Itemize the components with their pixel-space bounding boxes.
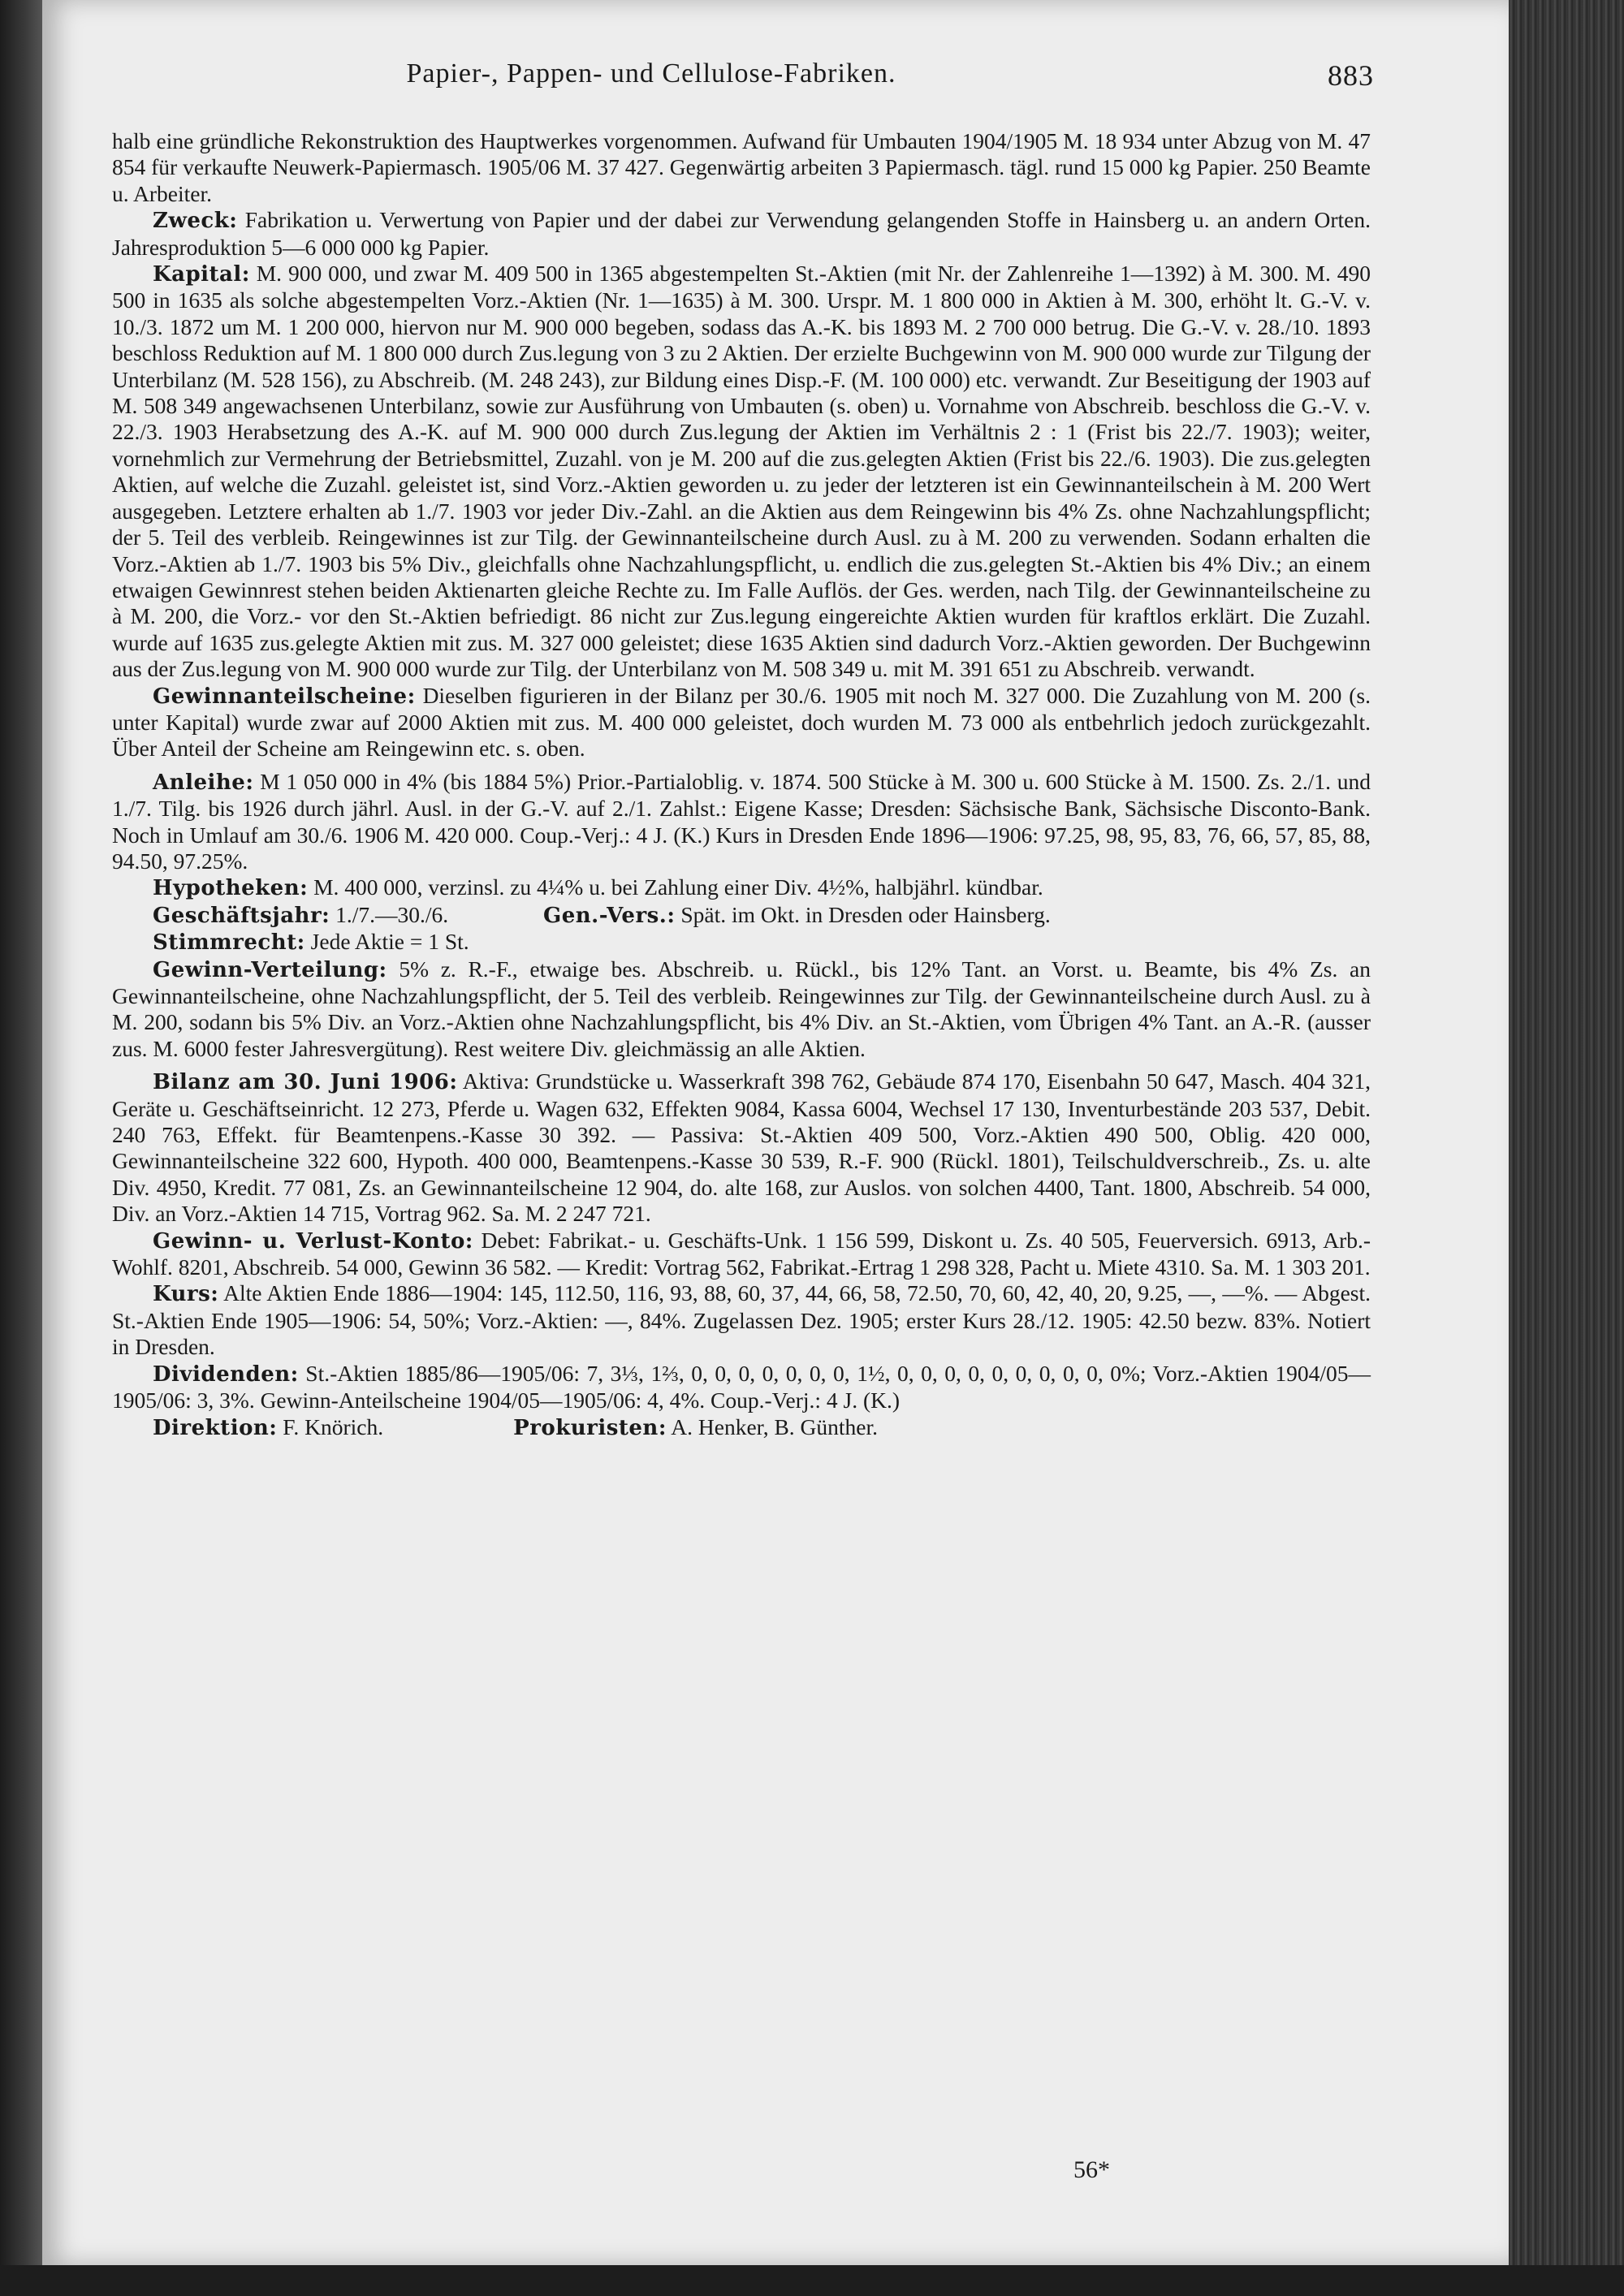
page-number: 883 bbox=[1328, 59, 1374, 92]
section-label: Kapital: bbox=[153, 262, 250, 287]
section-label: Gewinn- u. Verlust-Konto: bbox=[153, 1228, 473, 1254]
paragraph-zweck bbox=[112, 207, 1371, 261]
section-label: Bilanz am 30. Juni 1906: bbox=[153, 1070, 458, 1095]
paragraph-stimmrecht bbox=[112, 929, 1371, 956]
paragraph-direktion bbox=[112, 1414, 1371, 1441]
section-label: Anleihe: bbox=[153, 770, 254, 795]
book-page bbox=[42, 0, 1509, 2265]
paragraph-text: F. Knörich. bbox=[283, 1413, 384, 1439]
paragraph-gewinn-verlust bbox=[112, 1228, 1371, 1281]
header-title: Papier-, Pappen- und Cellulose-Fabriken. bbox=[406, 58, 896, 88]
section-label: Geschäftsjahr: bbox=[153, 903, 330, 928]
paragraph-text: Alte Aktien Ende 1886—1904: 145, 112.50, 116, 93, 88, 60, 37, 44, 66, 58, 72.50, 70, 60, 42, 40, 20, 9.25, —, —%. — Abgest. St.-Aktien Ende 1905—1906: 54, 50%; Vorz.-Aktien: —, 84%. Zugelassen Dez. 1905; erster Kurs 28./12. 1905: 42.50 bezw. 83%. Notiert in Dresden. bbox=[112, 1280, 1371, 1360]
section-label: Kurs: bbox=[153, 1282, 219, 1307]
paragraph-text: M 1 050 000 in 4% (bis 1884 5%) Prior.-Partialoblig. v. 1874. 500 Stücke à M. 300 u. 600 Stücke à M. 1500. Zs. 2./1. und 1./7. Tilg. bis 1926 durch jährl. Ausl. in der G.-V. auf 2./1. Zahlst.: Eigene Kasse; Dresden: Sächsische Bank, Sächsische Disconto-Bank. Noch in Umlauf am 30./6. 1906 M. 420 000. Coup.-Verj.: 4 J. (K.) Kurs in Dresden Ende 1896—1906: 97.25, 98, 95, 83, 76, 66, 57, 85, 88, 94.50, 97.25%. bbox=[112, 768, 1371, 874]
paragraph-anleihe bbox=[112, 769, 1371, 875]
section-label: Stimmrecht: bbox=[153, 930, 305, 956]
paragraph-bilanz bbox=[112, 1068, 1371, 1227]
paragraph-intro bbox=[112, 128, 1371, 207]
paragraph-text: M. 900 000, und zwar M. 409 500 in 1365 abgestempelten St.-Aktien (mit Nr. der Zahlenreihe 1—1392) à M. 300. M. 490 500 in 1635 als solche abgestempelten Vorz.-Aktien (Nr. 1—1635) à M. 300. Urspr. M. 1 800 000 in Aktien à M. 300, erhöht lt. G.-V. v. 10./3. 1872 um M. 1 200 000, hiervon nur M. 900 000 begeben, sodass das A.-K. bis 1893 M. 2 700 000 betrug. Die G.-V. v. 28./10. 1893 beschloss Reduktion auf M. 1 800 000 durch Zus.legung von 3 zu 2 Aktien. Der erzielte Buchgewinn von M. 900 000 wurde zur Tilgung der Unterbilanz (M. 528 156), zu Abschreib. (M. 248 243), zur Bildung eines Disp.-F. (M. 100 000) etc. verwandt. Zur Beseitigung der 1903 auf M. 508 349 angewachsenen Unterbilanz, sowie zur Ausführung von Umbauten (s. oben) u. Vornahme von Abschreib. beschloss die G.-V. v. 22./3. 1903 Herabsetzung des A.-K. auf M. 900 000 durch Zus.legung der Aktien im Verhältnis 2 : 1 (Frist bis 22./7. 1903); weiter, vornehmlich zur Vermehrung der Betriebsmittel, Zuzahl. von je M. 200 auf die zus.gelegten Aktien (Frist bis 22./6. 1903). Die zus.gelegten Aktien, auf welche die Zuzahl. geleistet ist, sind Vorz.-Aktien geworden u. zu jeder der letzteren ist ein Gewinnanteilschein à M. 200 Wert ausgegeben. Letztere erhalten ab 1./7. 1903 vor jeder Div.-Zahl. an die Aktien aus dem Reingewinn bis 4% Zs. ohne Nachzahlungspflicht; der 5. Teil des verbleib. Reingewinnes ist zur Tilg. der Gewinnanteilscheine durch Ausl. zu à M. 200 zu verwenden. Sodann erhalten die Vorz.-Aktien ab 1./7. 1903 bis 5% Div., gleichfalls ohne Nachzahlungspflicht, u. endlich die zus.gelegten St.-Aktien bis 4% Div.; an einem etwaigen Gewinnrest stehen beiden Aktienarten gleiche Rechte zu. Im Falle Auflös. der Ges. werden, nach Tilg. der Gewinnanteilscheine zu à M. 200, die Vorz.- vor den St.-Aktien befriedigt. 86 nicht zur Zus.legung eingereichte Aktien wurden für kraftlos erklärt. Die Zuzahl. wurde auf 1635 zus.gelegte Aktien mit zus. M. 327 000 geleistet; diese 1635 Aktien sind dadurch Vorz.-Aktien geworden. Der Buchgewinn aus der Zus.legung von M. 900 000 wurde zur Tilg. der Unterbilanz von M. 508 349 u. mit M. 391 651 zu Abschreib. verwandt. bbox=[112, 261, 1371, 682]
paragraph-text: St.-Aktien 1885/86—1905/06: 7, 3⅓, 1⅔, 0, 0, 0, 0, 0, 0, 0, 1½, 0, 0, 0, 0, 0, 0, 0, 0, 0, 0%; Vorz.-Aktien 1904/05—1905/06: 3, 3%. Gewinn-Anteilscheine 1904/05—1905/06: 4, 4%. Coup.-Verj.: 4 J. (K.) bbox=[112, 1360, 1371, 1413]
paragraph-hypotheken bbox=[112, 874, 1371, 901]
paragraph-text: 5% z. R.-F., etwaige bes. Abschreib. u. Rückl., bis 12% Tant. an Vorst. u. Beamte, bis 4% Zs. an Gewinnanteilscheine, ohne Nachzahlungspflicht, der 5. Teil des verbleib. Reingewinnes zur Tilg. der Gewinnanteilscheine durch Ausl. zu à M. 200, sodann bis 5% Div. an Vorz.-Aktien ohne Nachzahlungspflicht, bis 4% Div. an St.-Aktien, vom Übrigen 4% Tant. an A.-R. (ausser zus. M. 6000 fester Jahresvergütung). Rest weitere Div. gleichmässig an alle Aktien. bbox=[112, 956, 1371, 1061]
paragraph-gewinn-verteilung bbox=[112, 956, 1371, 1063]
paragraph-text: M. 400 000, verzinsl. zu 4¼% u. bei Zahlung einer Div. 4½%, halbjährl. kündbar. bbox=[313, 874, 1043, 900]
paragraph-text: A. Henker, B. Günther. bbox=[671, 1413, 879, 1439]
section-label: Zweck: bbox=[153, 209, 238, 234]
paragraph-text: Dieselben figurieren in der Bilanz per 30./6. 1905 mit noch M. 327 000. Die Zuzahlung von M. 200 (s. unter Kapital) wurde zwar auf 2000 Aktien mit zus. M. 400 000 geleistet, doch wurden M. 73 000 als entbehrlich jedoch zurückgezahlt. Über Anteil der Scheine am Reingewinn etc. s. oben. bbox=[112, 682, 1371, 762]
paragraph-text: Debet: Fabrikat.- u. Geschäfts-Unk. 1 156 599, Diskont u. Zs. 40 505, Feuerversich. 6913, Arb.-Wohlf. 8201, Abschreib. 54 000, Gewinn 36 582. — Kredit: Vortrag 562, Fabrikat.-Ertrag 1 298 328, Pacht u. Miete 4310. Sa. M. 1 303 201. bbox=[112, 1227, 1371, 1280]
printer-signature: 56* bbox=[1073, 2156, 1110, 2183]
section-label: Hypotheken: bbox=[153, 876, 309, 901]
paragraph-kapital bbox=[112, 261, 1371, 683]
section-label: Prokuristen: bbox=[513, 1415, 667, 1440]
section-label: Gewinnanteilscheine: bbox=[153, 684, 416, 709]
book-binding-bottom bbox=[0, 2265, 1624, 2296]
paragraph-geschaeftsjahr bbox=[112, 902, 1371, 929]
paragraph-gewinnanteilscheine bbox=[112, 683, 1371, 762]
running-header bbox=[42, 58, 1509, 94]
paragraph-text: Fabrikation u. Verwertung von Papier und der dabei zur Verwendung gelangenden Stoffe in Hainsberg u. an andern Orten. Jahresproduktion 5—6 000 000 kg Papier. bbox=[112, 207, 1371, 260]
paragraph-text: Aktiva: Grundstücke u. Wasserkraft 398 762, Gebäude 874 170, Eisenbahn 50 647, Masch. 404 321, Geräte u. Geschäftseinricht. 12 273, Pferde u. Wagen 632, Effekten 9084, Kassa 6004, Wechsel 17 130, Inventurbestände 203 537, Debit. 240 763, Effekt. für Beamtenpens.-Kasse 30 392. — Passiva: St.-Aktien 409 500, Vorz.-Aktien 490 500, Oblig. 420 000, Gewinnanteilscheine 322 600, Hypoth. 400 000, Beamtenpens.-Kasse 30 539, R.-F. 900 (Rückl. 1801), Teilschuldverschreib., Zs. u. alte Div. 4950, Kredit. 77 081, Zs. an Gewinnanteilscheine 12 904, do. alte 168, zur Auslos. von solchen 4400, Tant. 1800, Abschreib. 54 000, Div. an Vorz.-Aktien 14 715, Vortrag 962. Sa. M. 2 247 721. bbox=[112, 1068, 1371, 1227]
page-body bbox=[112, 128, 1371, 1441]
paragraph-text: Jede Aktie = 1 St. bbox=[310, 929, 469, 955]
paragraph-text: Spät. im Okt. in Dresden oder Hainsberg. bbox=[680, 901, 1051, 927]
section-label: Gen.-Vers.: bbox=[543, 903, 676, 928]
book-binding-left bbox=[0, 0, 42, 2296]
paragraph-dividenden bbox=[112, 1361, 1371, 1414]
paragraph-text: halb eine gründliche Rekonstruktion des Hauptwerkes vorgenommen. Aufwand für Umbauten 1904/1905 M. 18 934 unter Abzug von M. 47 854 für verkaufte Neuwerk-Papiermasch. 1905/06 M. 37 427. Gegenwärtig arbeiten 3 Papiermasch. tägl. rund 15 000 kg Papier. 250 Beamte u. Arbeiter. bbox=[112, 128, 1371, 206]
section-label: Dividenden: bbox=[153, 1362, 299, 1387]
section-label: Direktion: bbox=[153, 1415, 278, 1440]
paragraph-text: 1./7.—30./6. bbox=[335, 901, 449, 927]
page-stack-edge bbox=[1509, 0, 1624, 2296]
paragraph-kurs bbox=[112, 1280, 1371, 1360]
section-label: Gewinn-Verteilung: bbox=[153, 957, 387, 982]
